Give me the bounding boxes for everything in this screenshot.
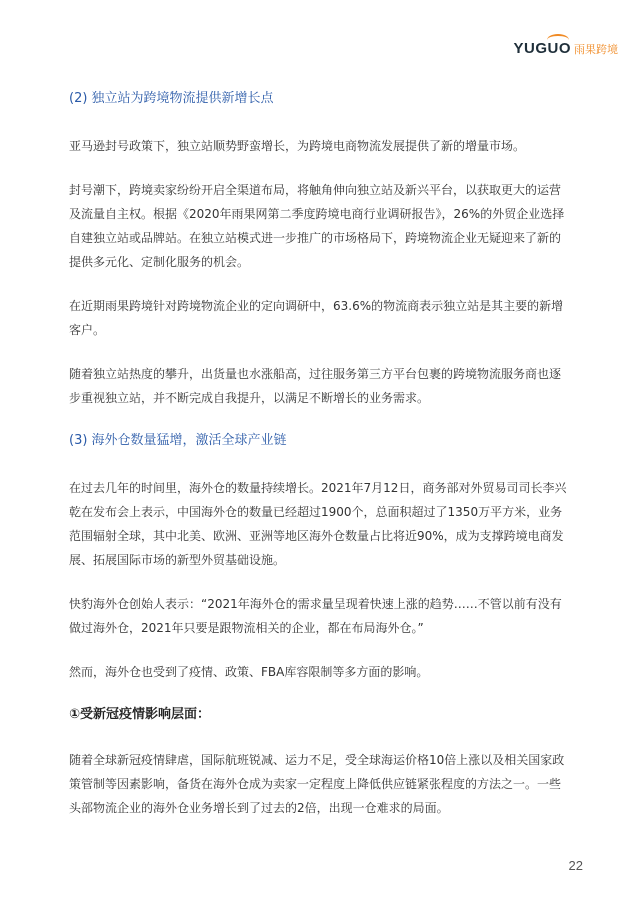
paragraph: 随着全球新冠疫情肆虐，国际航班锐减、运力不足，受全球海运价格10倍上涨以及相关国家政策管制等因素影响，备货在海外仓成为卖家一定程度上降低供应链紧张程度的方法之一。一些头部物流企业的海外仓业务增长到了过去的2倍，出现一仓难求的局面。 bbox=[69, 753, 565, 815]
subheading-covid-impact: ①受新冠疫情影响层面： bbox=[69, 707, 211, 722]
logo-arc-icon bbox=[547, 34, 569, 46]
paragraph: 在过去几年的时间里，海外仓的数量持续增长。2021年7月12日，商务部对外贸易司司长李兴乾在发布会上表示，中国海外仓的数量已经超过1900个，总面积超过了1350万平方米，业务范围辐射全球，其中北美、欧洲、亚洲等地区海外仓数量占比将近90%，成为支撑跨境电商发展、拓展国际市场的新型外贸基础设施。 bbox=[69, 481, 567, 567]
brand-logo bbox=[513, 40, 618, 57]
paragraph: 然而，海外仓也受到了疫情、政策、FBA库容限制等多方面的影响。 bbox=[69, 665, 429, 679]
paragraph: 随着独立站热度的攀升，出货量也水涨船高，过往服务第三方平台包裹的跨境物流服务商也逐步重视独立站，并不断完成自我提升，以满足不断增长的业务需求。 bbox=[69, 367, 562, 405]
paragraph: 封号潮下，跨境卖家纷纷开启全渠道布局，将触角伸向独立站及新兴平台，以获取更大的运营及流量自主权。根据《2020年雨果网第二季度跨境电商行业调研报告》，26%的外贸企业选择自建独立站或品牌站。在独立站模式进一步推广的市场格局下，跨境物流企业无疑迎来了新的提供多元化、定制化服务的机会。 bbox=[69, 183, 565, 269]
paragraph: 亚马逊封号政策下，独立站顺势野蛮增长，为跨境电商物流发展提供了新的增量市场。 bbox=[69, 139, 526, 153]
paragraph: 快豹海外仓创始人表示：“2021年海外仓的需求量呈现着快速上涨的趋势……不管以前有没有做过海外仓，2021年只要是跟物流相关的企业，都在布局海外仓。” bbox=[69, 597, 562, 635]
logo-text-en: YUGUO bbox=[513, 40, 571, 57]
document-body bbox=[69, 88, 571, 840]
section-heading-independent-sites: (2) 独立站为跨境物流提供新增长点 bbox=[69, 91, 274, 106]
logo-text-cn: 雨果跨境 bbox=[574, 42, 618, 56]
paragraph: 在近期雨果跨境针对跨境物流企业的定向调研中，63.6%的物流商表示独立站是其主要的新增客户。 bbox=[69, 299, 564, 337]
section-heading-overseas-warehouses: (3) 海外仓数量猛增，激活全球产业链 bbox=[69, 433, 287, 448]
page-number: 22 bbox=[568, 858, 583, 873]
